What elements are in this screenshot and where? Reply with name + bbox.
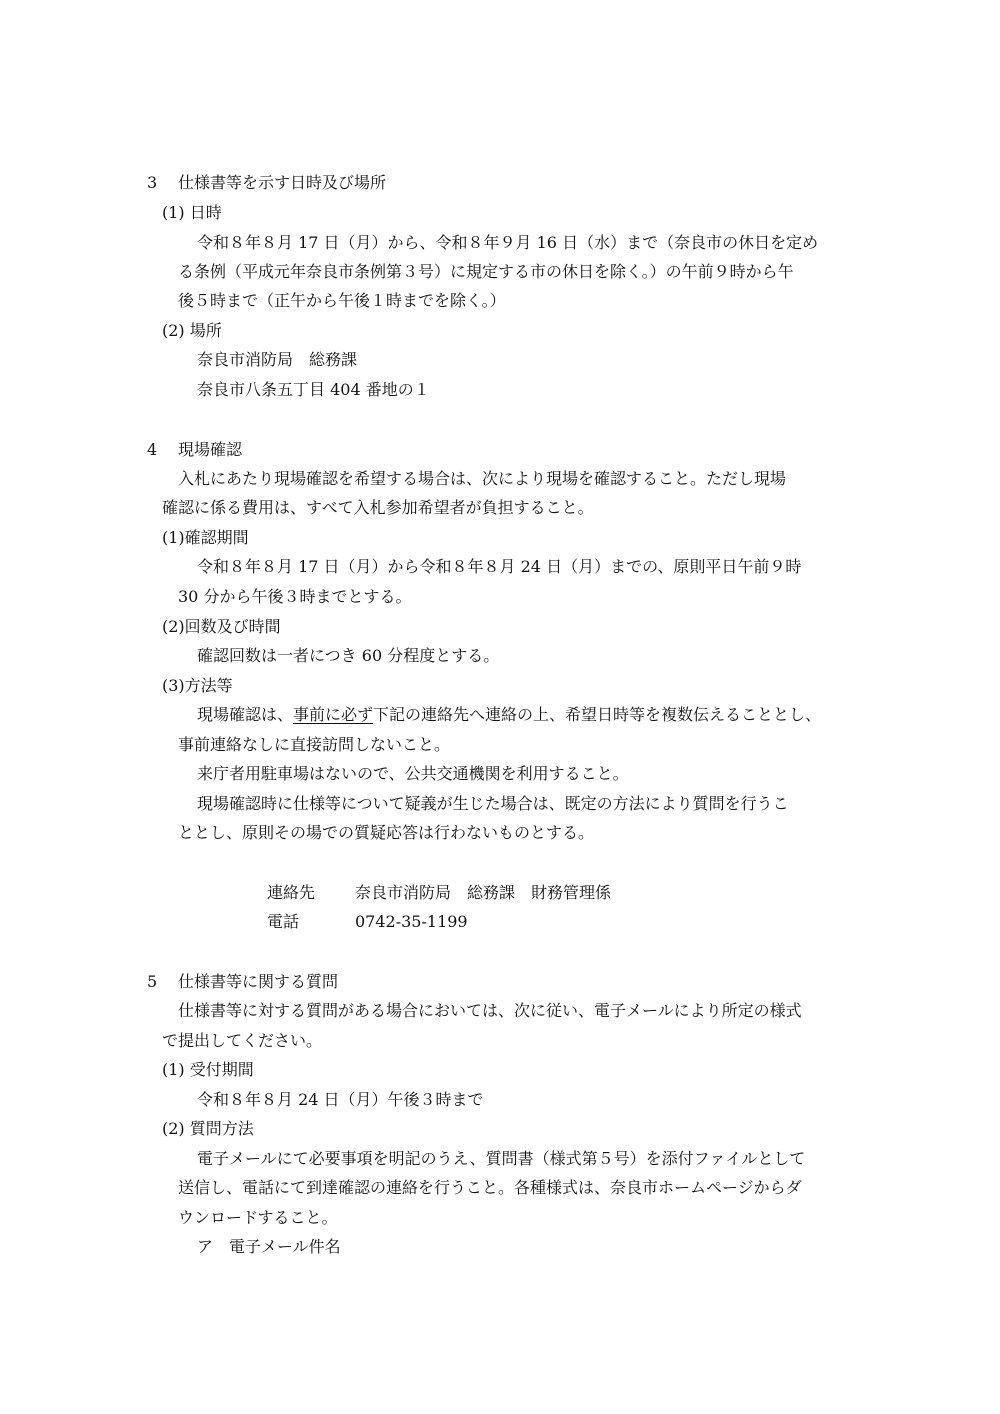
method-text-post: 下記の連絡先へ連絡の上、希望日時等を複数伝えることとし、: [373, 705, 822, 724]
section-5-number: 5: [147, 972, 158, 991]
section-4-sub1-line: 令和８年８月 17 日（月）から令和８年８月 24 日（月）までの、原則平日午前９時: [197, 557, 802, 576]
section-5-sub2-line: ウンロードすること。: [178, 1208, 338, 1227]
section-4-sub2-heading: (2)回数及び時間: [162, 617, 281, 636]
phone-value: 0742-35-1199: [355, 912, 468, 931]
section-3-sub2-heading: (2) 場所: [162, 321, 222, 340]
section-3-sub1-line: 令和８年８月 17 日（月）から、令和８年９月 16 日（水）まで（奈良市の休日を定め: [197, 233, 819, 252]
section-4-sub1-heading: (1)確認期間: [162, 528, 249, 547]
section-4-method-line: 来庁者用駐車場はないので、公共交通機関を利用すること。: [197, 764, 629, 783]
section-3-sub2-line: 奈良市消防局 総務課: [197, 350, 358, 369]
section-5-sub2-heading: (2) 質問方法: [162, 1119, 254, 1138]
section-3-sub1-heading: (1) 日時: [162, 203, 222, 222]
phone-label: 電話: [267, 912, 300, 931]
section-3-sub1-line: 後５時まで（正午から午後１時までを除く。）: [178, 291, 506, 310]
contact-label: 連絡先: [267, 883, 316, 902]
section-3-number: 3: [147, 173, 158, 192]
section-4-sub3-heading: (3)方法等: [162, 676, 233, 695]
section-5-item-a: ア 電子メール件名: [197, 1237, 341, 1256]
section-4-method-line: ととし、原則その場での質疑応答は行わないものとする。: [178, 823, 595, 842]
section-5-sub2-line: 電子メールにて必要事項を明記のうえ、質問書（様式第５号）を添付ファイルとして: [197, 1149, 806, 1168]
section-5-intro-line: で提出してください。: [162, 1031, 323, 1050]
section-4-method-line: 事前連絡なしに直接訪問しないこと。: [178, 735, 451, 754]
contact-value: 奈良市消防局 総務課 財務管理係: [355, 883, 612, 902]
section-5-intro-line: 仕様書等に対する質問がある場合においては、次に従い、電子メールにより所定の様式: [178, 1001, 802, 1020]
section-4-method-line: 現場確認時に仕様等について疑義が生じた場合は、既定の方法により質問を行うこ: [197, 794, 789, 813]
section-3-sub1-line: る条例（平成元年奈良市条例第３号）に規定する市の休日を除く。）の午前９時から午: [178, 262, 794, 281]
section-5-heading: 仕様書等に関する質問: [178, 972, 339, 991]
section-3-sub2-line: 奈良市八条五丁目 404 番地の１: [197, 380, 430, 399]
section-4-number: 4: [147, 440, 158, 459]
section-4-method-line: [197, 705, 821, 725]
section-4-sub1-line: 30 分から午後３時までとする。: [178, 587, 412, 606]
section-4-intro-line: 入札にあたり現場確認を希望する場合は、次により現場を確認すること。ただし現場: [178, 469, 787, 488]
section-4-heading: 現場確認: [178, 440, 243, 459]
method-text-underlined: 事前に必ず: [293, 705, 374, 724]
section-5-sub1-heading: (1) 受付期間: [162, 1060, 254, 1079]
section-4-intro-line: 確認に係る費用は、すべて入札参加希望者が負担すること。: [162, 498, 594, 517]
method-text-pre: 現場確認は、: [197, 705, 294, 724]
section-4-sub2-line: 確認回数は一者につき 60 分程度とする。: [197, 646, 500, 665]
section-3-heading: 仕様書等を示す日時及び場所: [178, 173, 387, 192]
section-5-sub1-line: 令和８年８月 24 日（月）午後３時まで: [197, 1090, 484, 1109]
section-5-sub2-line: 送信し、電話にて到達確認の連絡を行うこと。各種様式は、奈良市ホームページからダ: [178, 1178, 802, 1197]
